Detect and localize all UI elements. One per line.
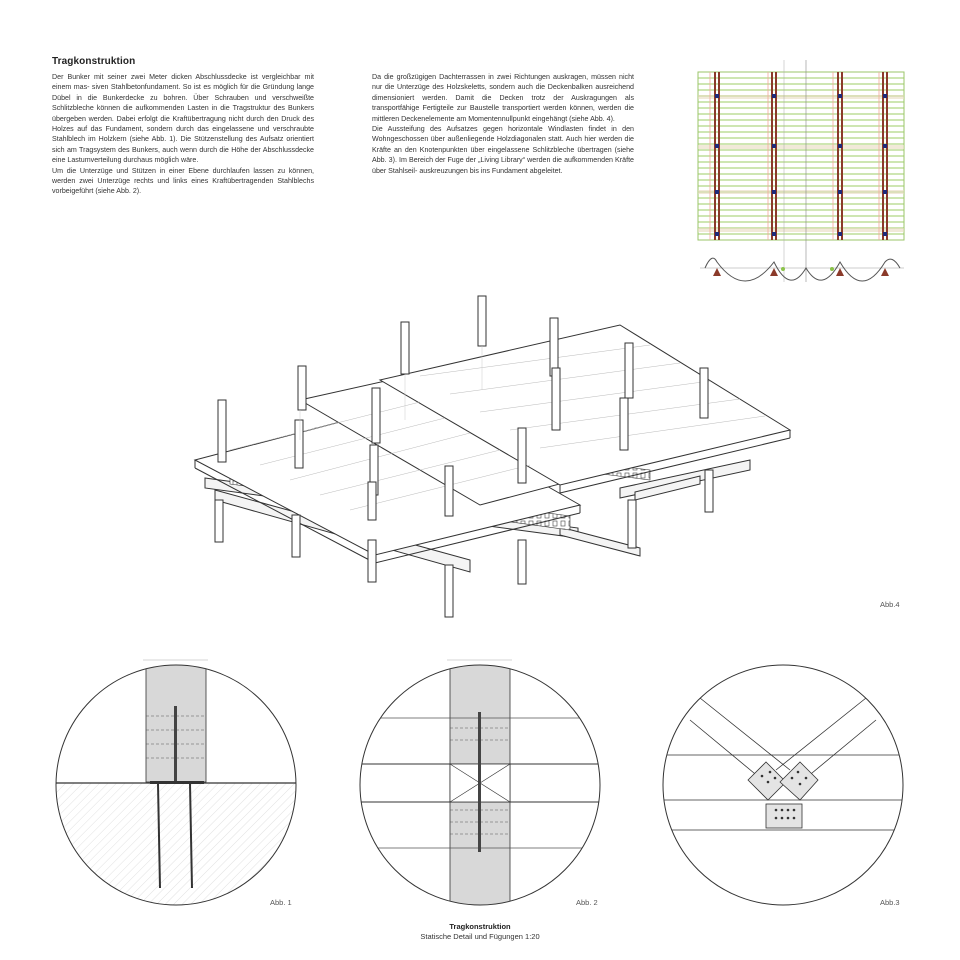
figure-label-abb1: Abb. 1	[270, 898, 292, 907]
figure-label-abb4: Abb.4	[880, 600, 900, 609]
figure-label-abb2: Abb. 2	[576, 898, 598, 907]
paragraph: Da die großzügigen Dachterrassen in zwei Richtungen auskragen, müssen nicht nur die Unterzüge des Holzskeletts, sondern auch die Deckenbalken ausreichend dimensioniert werden. Damit die Decken trotz der Auskragungen als transportfähige Fertigteile zur Baustelle transportiert werden können, werden die mittleren Deckenelemente am Momentennullpunkt eingehängt (siehe Abb. 4).	[372, 73, 634, 123]
paragraph: Um die Unterzüge und Stützen in einer Ebene durchlaufen lassen zu können, werden zwei Unterzüge rechts und links eines Kraftübertragenden Stahlblechs vorbeigeführt (siehe Abb. 2).	[52, 166, 314, 196]
section-title: Tragkonstruktion	[52, 56, 136, 67]
caption-title: Tragkonstruktion	[449, 922, 511, 931]
figure-label-abb3: Abb.3	[880, 898, 900, 907]
figure-caption	[0, 922, 960, 942]
detail-1-foundation	[50, 660, 310, 913]
detail-2-beam-column	[350, 660, 610, 910]
detail-3-diagonal-node	[660, 665, 910, 905]
paragraph: Die Aussteifung des Aufsatzes gegen horizontale Windlasten findet in den Wohngeschossen über außenliegende Holzdiagonalen statt. Auch hier werden die Kräfte an den Knotenpunkten über eingelassene Schlitzbleche übertragen (siehe Abb. 3). Im Bereich der Fuge der „Living Library“ werden die aufkommenden Kräfte über Stahlseil- auskreuzungen bis ins Fundament abgeleitet.	[372, 125, 634, 175]
caption-subtitle: Statische Detail und Fügungen 1:20	[420, 932, 540, 941]
paragraph: Der Bunker mit seiner zwei Meter dicken Abschlussdecke ist vergleichbar mit einem mas- siven Stahlbetonfundament. So ist es möglich für die Gründung lange Dübel in die Bunkerdecke zu bohren. Über Schrauben und verschweißte Schlitzbleche können die aufkommenden Lasten in die Tragstruktur des Bunkers übergeben werden. Dabei erfolgt die Kraftübertragung nicht durch den Druck des Holzes auf das Fundament, sondern durch das eingelassene und verschraubte Stahlblech im Holzkern (siehe Abb. 1). Die Stützenstellung des Aufsatz orientiert sich am Tragsystem des Bunkers, auch wenn durch die Höhe der Abschlussdecke eine Lastumverteilung durchaus möglich wäre.	[52, 73, 314, 165]
